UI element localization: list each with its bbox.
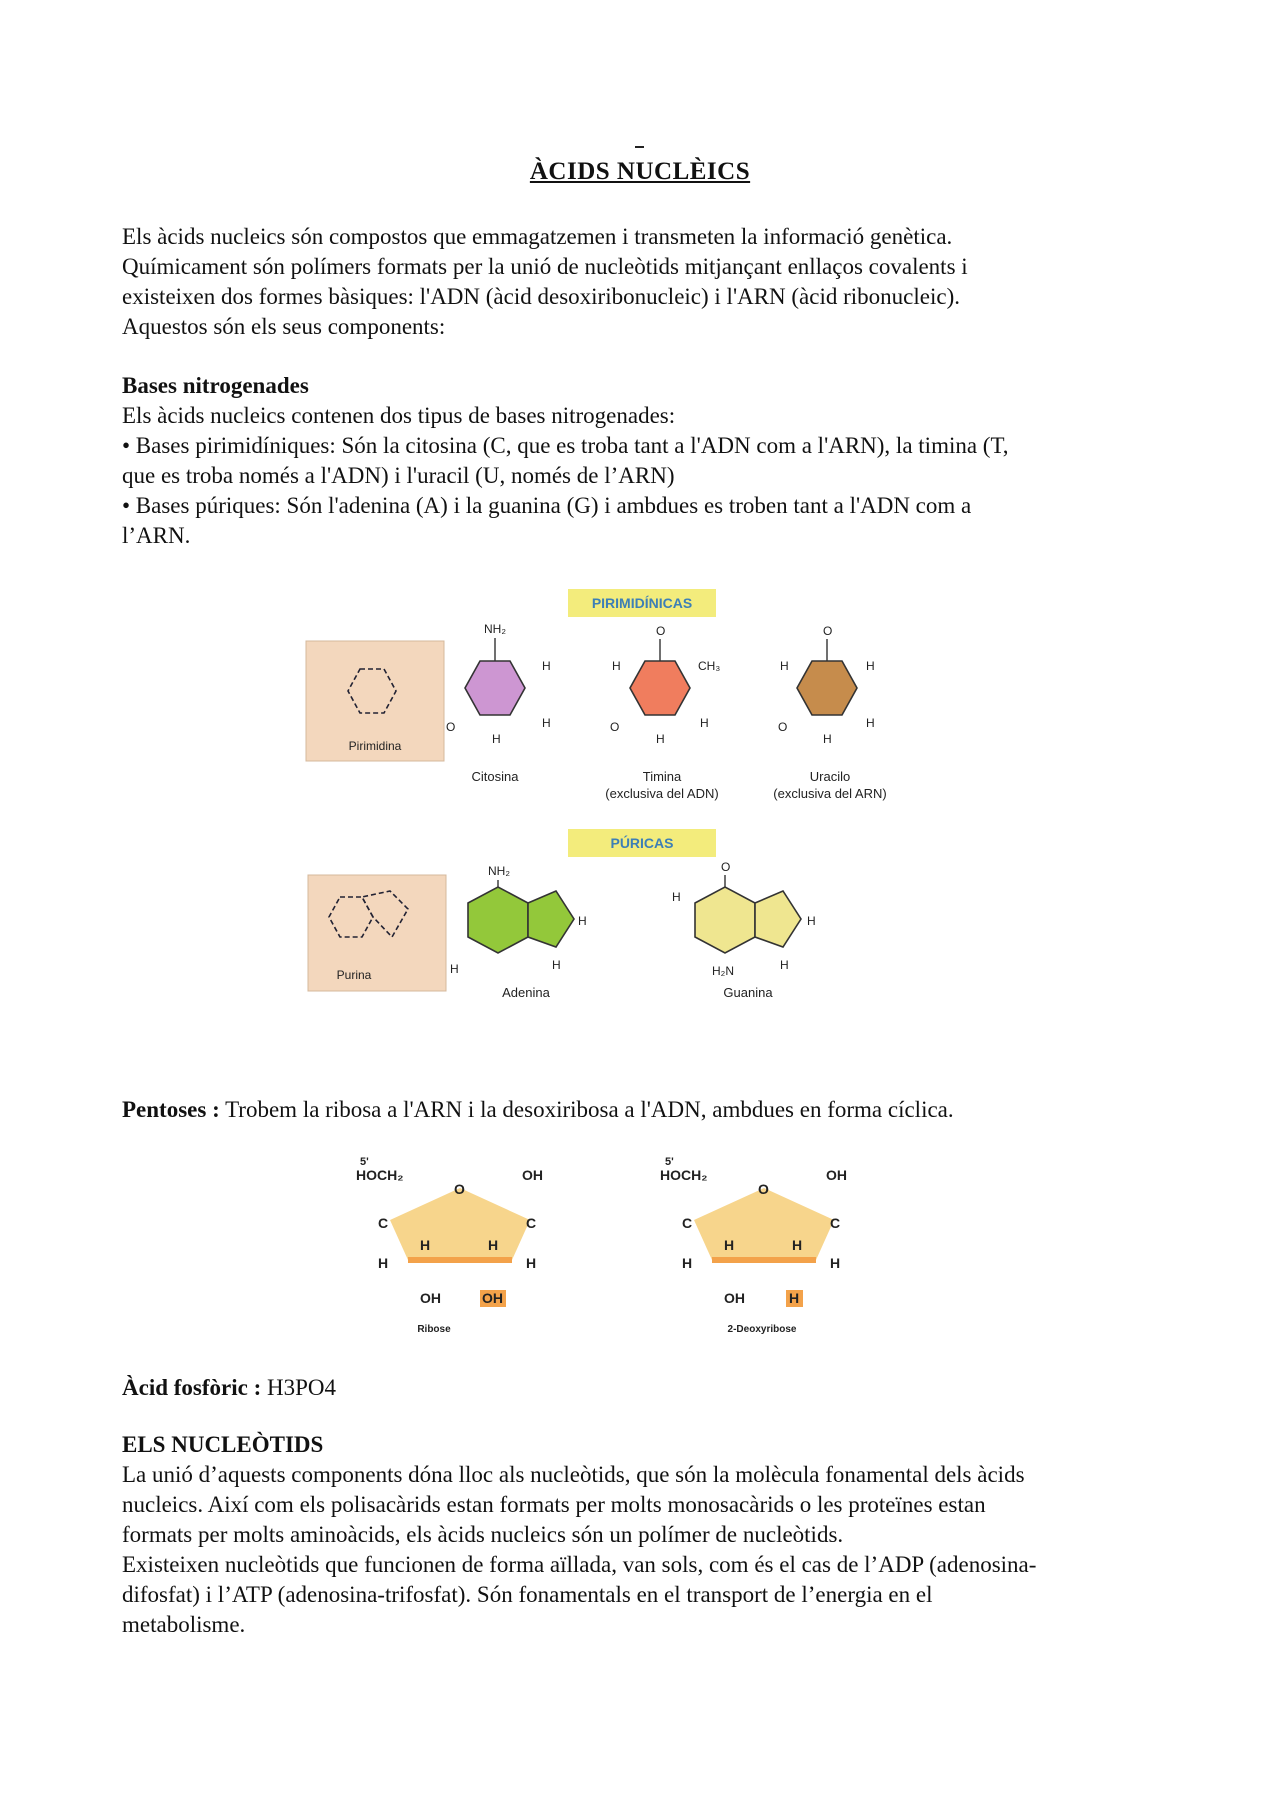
svg-text:H: H bbox=[450, 962, 459, 976]
intro-paragraph bbox=[122, 222, 1172, 342]
ribose-structure bbox=[356, 1156, 543, 1335]
svg-text:HOCH₂: HOCH₂ bbox=[660, 1167, 708, 1183]
svg-text:OH: OH bbox=[522, 1167, 543, 1183]
svg-text:H: H bbox=[378, 1255, 389, 1271]
intro-line: Els àcids nucleics són compostos que emmagatzemen i transmeten la informació genètica. bbox=[122, 224, 953, 249]
purina-label: Purina bbox=[336, 968, 372, 982]
pentoses-text: Trobem la ribosa a l'ARN i la desoxiribosa a l'ADN, ambdues en forma cíclica. bbox=[219, 1097, 954, 1122]
citosina-ring bbox=[465, 661, 525, 715]
svg-text:H: H bbox=[700, 716, 709, 730]
uracilo-label: Uracilo bbox=[809, 769, 851, 784]
pirimidina-label: Pirimidina bbox=[348, 739, 402, 753]
page-title: ÀCIDS NUCLÈICS bbox=[529, 158, 751, 185]
svg-text:H: H bbox=[682, 1255, 693, 1271]
pentoses-label: Pentoses : bbox=[122, 1097, 220, 1122]
bases-heading: Bases nitrogenades bbox=[122, 373, 309, 398]
svg-text:O: O bbox=[758, 1181, 769, 1197]
nucleotids-line: La unió d’aquests components dóna lloc als nucleòtids, que són la molècula fonamental dels àcids bbox=[122, 1462, 1025, 1487]
svg-text:H₂N: H₂N bbox=[712, 964, 734, 978]
guanina-label: Guanina bbox=[723, 985, 773, 1000]
svg-text:O: O bbox=[610, 720, 620, 734]
uracilo-o: O bbox=[823, 624, 833, 638]
pentoses-figure bbox=[350, 1150, 870, 1340]
uracilo-ring bbox=[797, 661, 857, 715]
bases-line: l’ARN. bbox=[122, 523, 191, 548]
nucleotids-line: Existeixen nucleòtids que funcionen de forma aïllada, van sols, com és el cas de l’ADP (adenosina- bbox=[122, 1552, 1037, 1577]
ribose-caption: Ribose bbox=[417, 1324, 451, 1335]
timina-o: O bbox=[656, 624, 666, 638]
pyrimidines-banner-label: PIRIMIDÍNICAS bbox=[591, 595, 693, 611]
svg-text:H: H bbox=[866, 716, 875, 730]
bases-section bbox=[122, 371, 1172, 551]
title-mark bbox=[635, 146, 644, 148]
svg-text:H: H bbox=[420, 1237, 431, 1253]
svg-text:H: H bbox=[672, 890, 681, 904]
deoxyribose-structure bbox=[660, 1156, 847, 1335]
svg-text:O: O bbox=[721, 860, 731, 874]
svg-text:H: H bbox=[792, 1237, 803, 1253]
svg-text:H: H bbox=[542, 659, 551, 673]
svg-text:H: H bbox=[724, 1237, 735, 1253]
svg-text:H: H bbox=[780, 958, 789, 972]
intro-line: Químicament són polímers formats per la unió de nucleòtids mitjançant enllaços covalents i bbox=[122, 254, 968, 279]
nucleotids-line: metabolisme. bbox=[122, 1612, 246, 1637]
svg-text:C: C bbox=[830, 1215, 841, 1231]
svg-text:C: C bbox=[682, 1215, 693, 1231]
deoxyribose-ring bbox=[694, 1188, 834, 1260]
citosina-o: O bbox=[446, 720, 456, 734]
svg-text:HOCH₂: HOCH₂ bbox=[356, 1167, 404, 1183]
nucleotids-line: formats per molts aminoàcids, els àcids nucleics són un polímer de nucleòtids. bbox=[122, 1522, 844, 1547]
nucleotids-line: difosfat) i l’ATP (adenosina-trifosfat). Són fonamentals en el transport de l’energia en el bbox=[122, 1582, 933, 1607]
fosforic-text: H3PO4 bbox=[261, 1375, 337, 1400]
svg-text:C: C bbox=[526, 1215, 537, 1231]
nucleotids-section bbox=[122, 1430, 1172, 1640]
svg-text:H: H bbox=[823, 732, 832, 746]
bases-line: • Bases púriques: Són l'adenina (A) i la guanina (G) i ambdues es troben tant a l'ADN com a bbox=[122, 493, 972, 518]
purines-banner-label: PÚRICAS bbox=[610, 835, 674, 851]
svg-text:CH₃: CH₃ bbox=[698, 659, 721, 673]
fosforic-section bbox=[122, 1373, 1172, 1403]
svg-text:H: H bbox=[780, 659, 789, 673]
intro-line: existeixen dos formes bàsiques: l'ADN (àcid desoxiribonucleic) i l'ARN (àcid ribonucleic). bbox=[122, 284, 960, 309]
nucleotids-line: nucleics. Així com els polisacàrids estan formats per molts monosacàrids o les proteïnes estan bbox=[122, 1492, 986, 1517]
ribose-ring bbox=[390, 1188, 530, 1260]
svg-text:H: H bbox=[578, 914, 587, 928]
bases-line: que es troba només a l'ADN) i l'uracil (U, només de l’ARN) bbox=[122, 463, 675, 488]
adenina-ring bbox=[468, 887, 528, 953]
svg-text:H: H bbox=[488, 1237, 499, 1253]
intro-line: Aquestos són els seus components: bbox=[122, 314, 446, 339]
uracilo-note: (exclusiva del ARN) bbox=[773, 786, 887, 801]
deoxyribose-caption: 2-Deoxyribose bbox=[727, 1324, 797, 1335]
svg-text:NH₂: NH₂ bbox=[488, 864, 510, 878]
fosforic-label: Àcid fosfòric : bbox=[122, 1375, 262, 1400]
svg-text:O: O bbox=[778, 720, 788, 734]
svg-text:H: H bbox=[830, 1255, 841, 1271]
citosina-nh2: NH₂ bbox=[484, 622, 506, 636]
svg-text:H: H bbox=[656, 732, 665, 746]
svg-text:H: H bbox=[552, 958, 561, 972]
timina-ring bbox=[630, 661, 690, 715]
svg-text:5': 5' bbox=[360, 1156, 369, 1168]
purina-box bbox=[308, 875, 446, 991]
pentoses-section bbox=[122, 1095, 1172, 1125]
svg-text:H: H bbox=[492, 732, 501, 746]
svg-text:H: H bbox=[807, 914, 816, 928]
nitrogenous-bases-figure bbox=[300, 585, 940, 1025]
svg-text:OH: OH bbox=[420, 1290, 441, 1306]
svg-text:OH: OH bbox=[482, 1290, 503, 1306]
bases-line: • Bases pirimidíniques: Són la citosina (C, que es troba tant a l'ADN com a l'ARN), la timina (T, bbox=[122, 433, 1009, 458]
adenina-label: Adenina bbox=[502, 985, 550, 1000]
guanina-ring bbox=[695, 887, 755, 953]
svg-text:C: C bbox=[378, 1215, 389, 1231]
nucleotids-heading: ELS NUCLEÒTIDS bbox=[122, 1432, 324, 1457]
svg-text:H: H bbox=[542, 716, 551, 730]
svg-text:OH: OH bbox=[826, 1167, 847, 1183]
svg-text:OH: OH bbox=[724, 1290, 745, 1306]
bases-line: Els àcids nucleics contenen dos tipus de bases nitrogenades: bbox=[122, 403, 676, 428]
svg-text:H: H bbox=[866, 659, 875, 673]
svg-text:H: H bbox=[612, 659, 621, 673]
svg-text:O: O bbox=[454, 1181, 465, 1197]
citosina-label: Citosina bbox=[471, 769, 519, 784]
svg-text:5': 5' bbox=[665, 1156, 674, 1168]
timina-label: Timina bbox=[642, 769, 682, 784]
svg-text:H: H bbox=[789, 1290, 800, 1306]
svg-text:H: H bbox=[526, 1255, 537, 1271]
timina-note: (exclusiva del ADN) bbox=[605, 786, 719, 801]
